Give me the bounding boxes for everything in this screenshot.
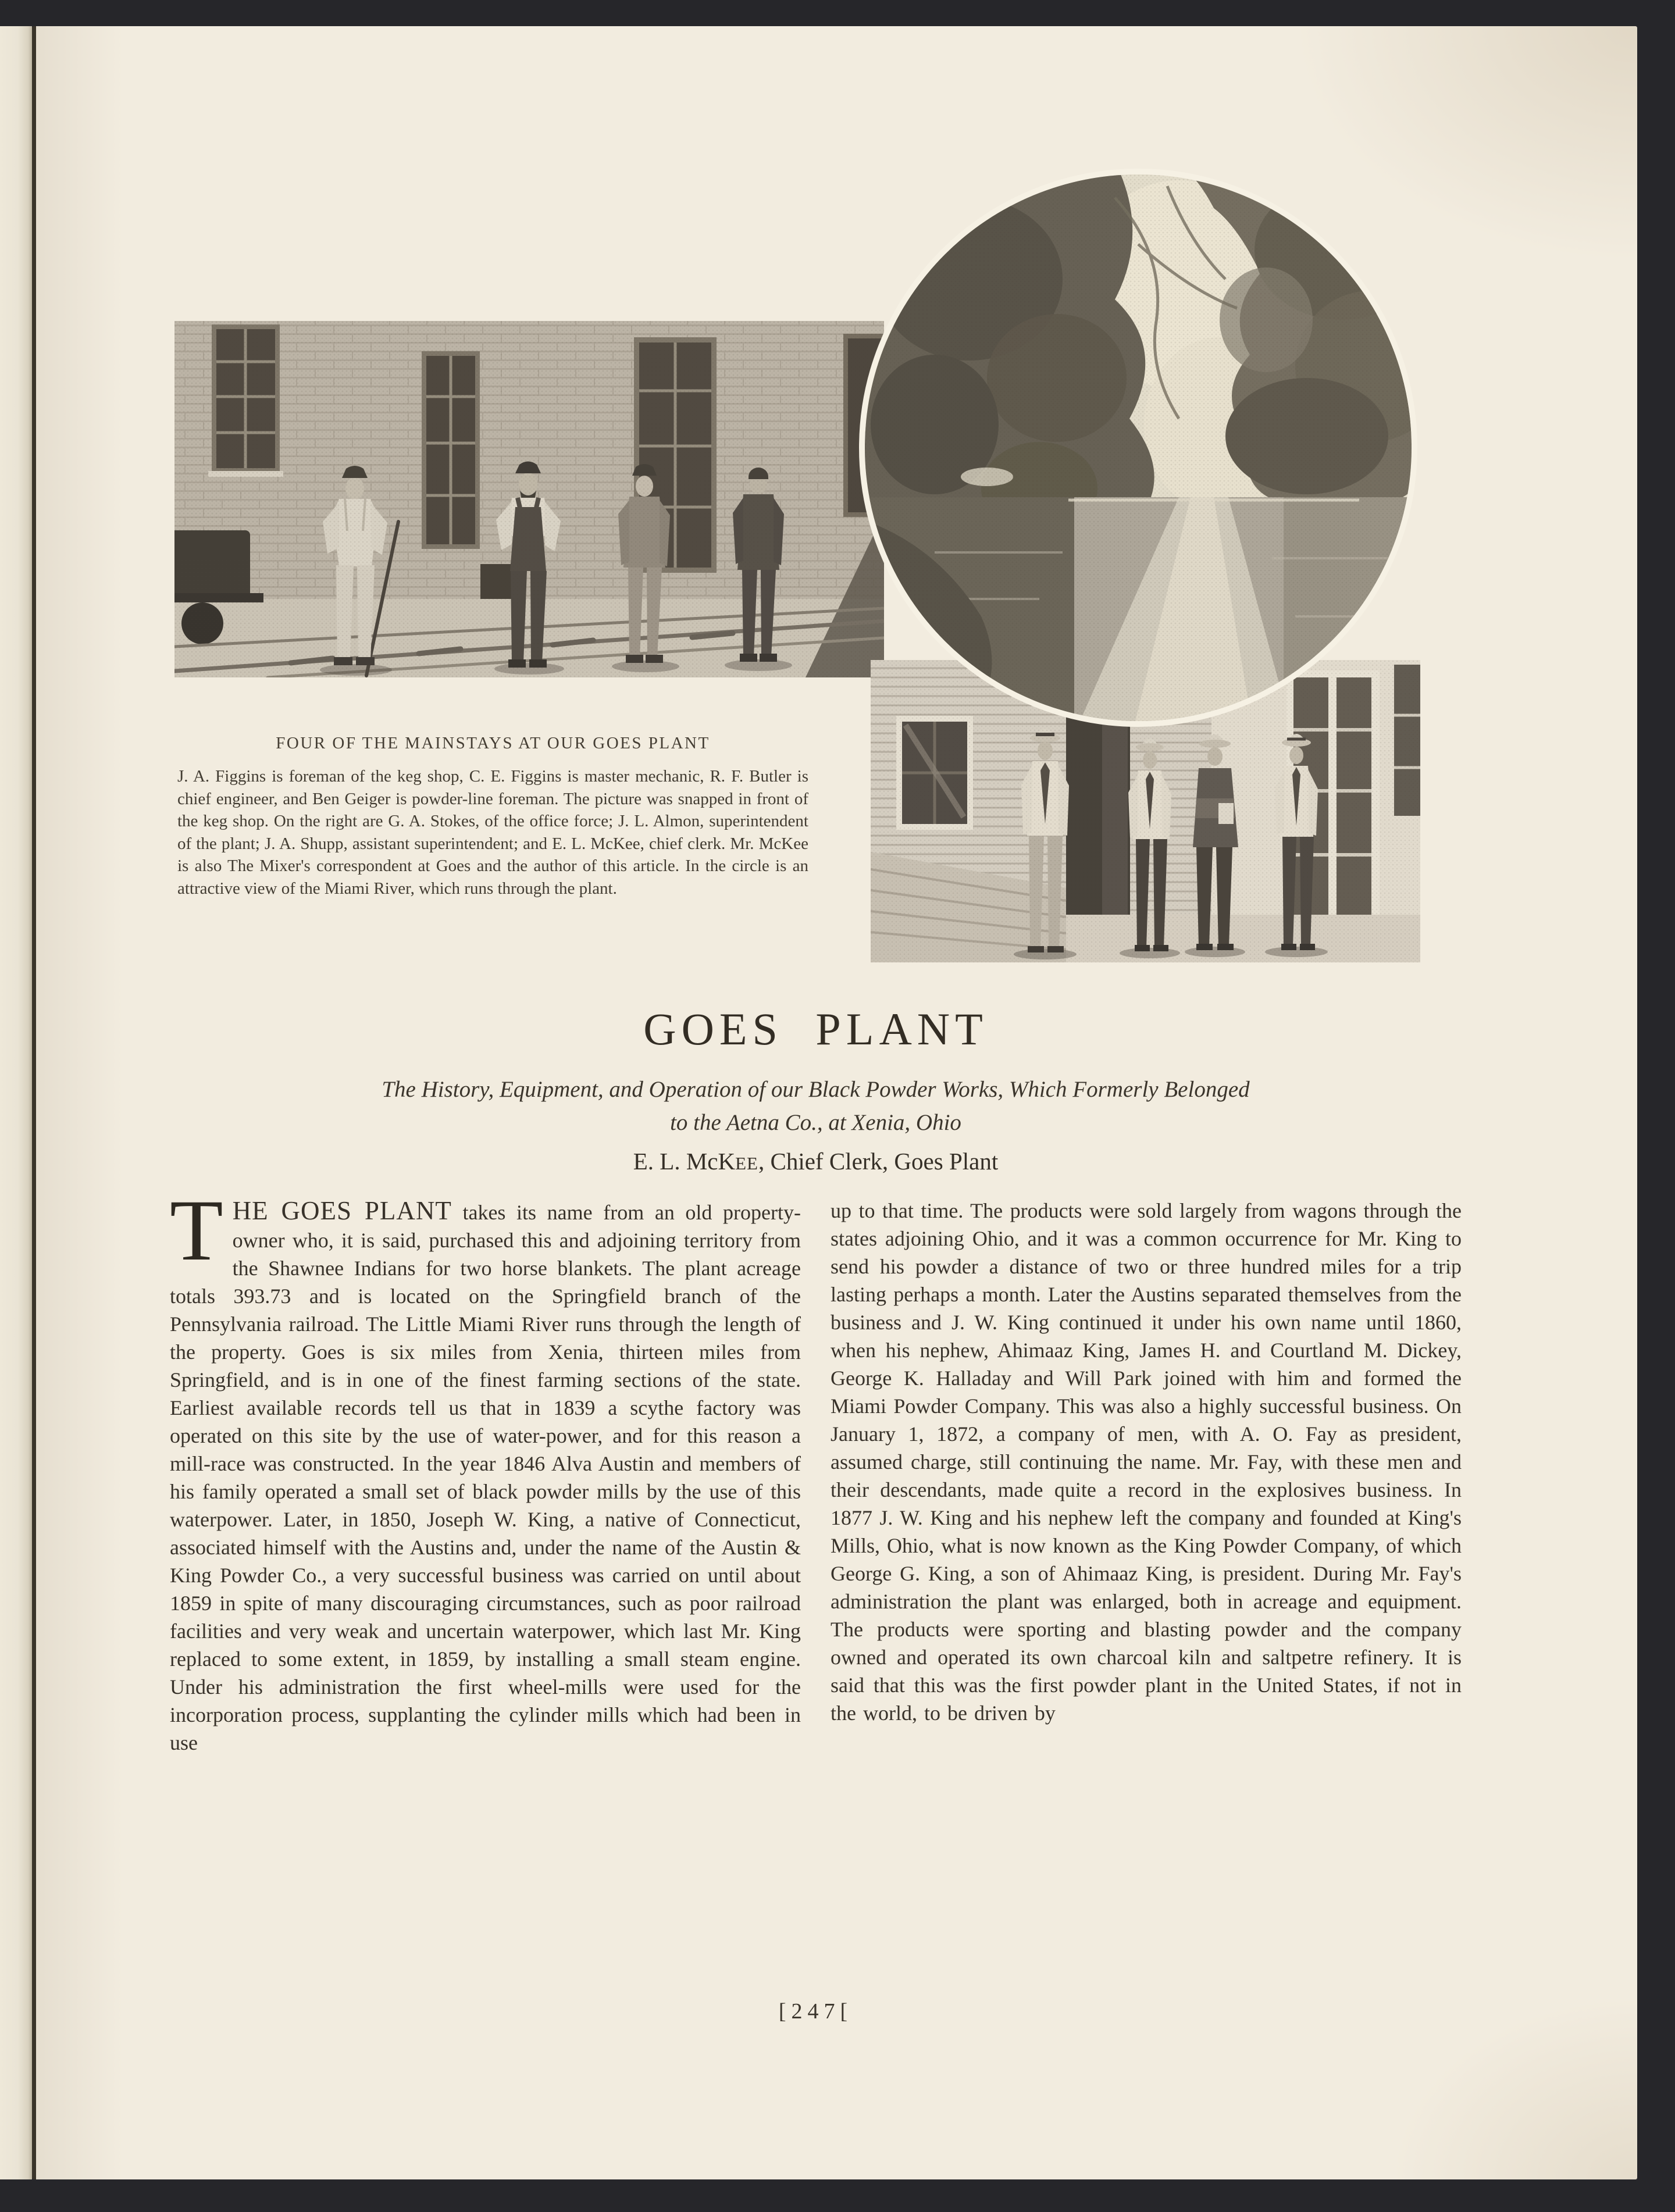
byline-role: , Chief Clerk, Goes Plant xyxy=(758,1148,999,1175)
article-title: GOES PLANT xyxy=(643,1004,988,1054)
left-column-text: takes its name from an old property-owner who, it is said, purchased this and adjoining territory from the Shawnee Indians for two horse blankets. The plant acreage totals 393.73 and is located on the Springfield branch of the Pennsylvania railroad. The Little Miami River runs through the length of the property. Goes is six miles from Xenia, thirteen miles from Springfield, and is in one of the finest farming sections of the state. Earliest available records tell us that in 1839 a scythe factory was operated on this site by the use of water-power, and for this reason a mill-race was constructed. In the year 1846 Alva Austin and members of his family operated a small set of black powder mills by the use of this waterpower. Later, in 1850, Joseph W. King, a native of Connecticut, associated himself with the Austins and, under the name of the Austin & King Powder Co., a very successful business was carried on until about 1859 in spite of many discouraging circumstances, such as poor railroad facilities and very weak and uncertain waterpower, which last Mr. King replaced to some extent, in 1859, by installing a small steam engine. Under his administration the first wheel-mills were used for the incorporation process, supplanting the cylinder mills which had been in use xyxy=(170,1201,801,1754)
miami-river-photo xyxy=(859,169,1417,727)
body-column-left xyxy=(170,1182,801,1757)
keg-shop-group-photo xyxy=(174,321,884,677)
article-subtitle xyxy=(170,1073,1462,1139)
article-byline xyxy=(170,1147,1462,1175)
byline-name: E. L. McK xyxy=(633,1148,736,1175)
lead-in-phrase: HE GOES PLANT xyxy=(232,1196,452,1225)
subtitle-line-2: to the Aetna Co., at Xenia, Ohio xyxy=(670,1110,961,1135)
subtitle-line-1: The History, Equipment, and Operation of our Black Powder Works, Which Formerly Belonged xyxy=(382,1077,1250,1102)
neighbor-page-edge xyxy=(0,26,32,2179)
byline-name-smallcaps: EE xyxy=(735,1153,758,1173)
caption-body: J. A. Figgins is foreman of the keg shop, C. E. Figgins is master mechanic, R. F. Butler is chief engineer, and Ben Geiger is powder-line foreman. The picture was snapped in front of the keg shop. On the right are G. A. Stokes, of the office force; J. L. Almon, superintendent of the plant; J. A. Shupp, assistant superintendent; and E. L. McKee, chief clerk. Mr. McKee is also The Mixer's correspondent at Goes and the author of this article. In the circle is an attractive view of the Miami River, which runs through the plant. xyxy=(177,767,808,898)
page-number: [247[ xyxy=(778,1999,853,2024)
magazine-page xyxy=(32,26,1637,2179)
caption-heading: FOUR OF THE MAINSTAYS AT OUR GOES PLANT xyxy=(276,734,710,752)
body-column-right: up to that time. The products were sold largely from wagons through the states adjoining Ohio, and it was a common occurrence for Mr. King to send his powder a distance of two or three hundred miles for a trip lasting perhaps a month. Later the Austins separated themselves from the business and J. W. King continued it under his own name until 1860, when his nephew, Ahimaaz King, James H. and Courtland M. Dickey, George K. Halladay and Will Park joined with him and formed the Miami Powder Company. This was also a highly successful business. On January 1, 1872, a company of men, with A. O. Fay as president, assumed charge, still continuing the name. Mr. Fay, with these men and their descendants, made quite a record in the explosives business. In 1877 J. W. King and his nephew left the company and founded at King's Mills, Ohio, what is now known as the King Powder Company, of which George G. King, a son of Ahimaaz King, is president. During Mr. Fay's administration the plant was enlarged, both in acreage and equipment. The products were sporting and blasting powder and the company owned and operated its own charcoal kiln and saltpetre refinery. It is said that this was the first powder plant in the United States, if not in the world, to be driven by xyxy=(831,1199,1462,1725)
drop-cap: T xyxy=(170,1182,223,1279)
